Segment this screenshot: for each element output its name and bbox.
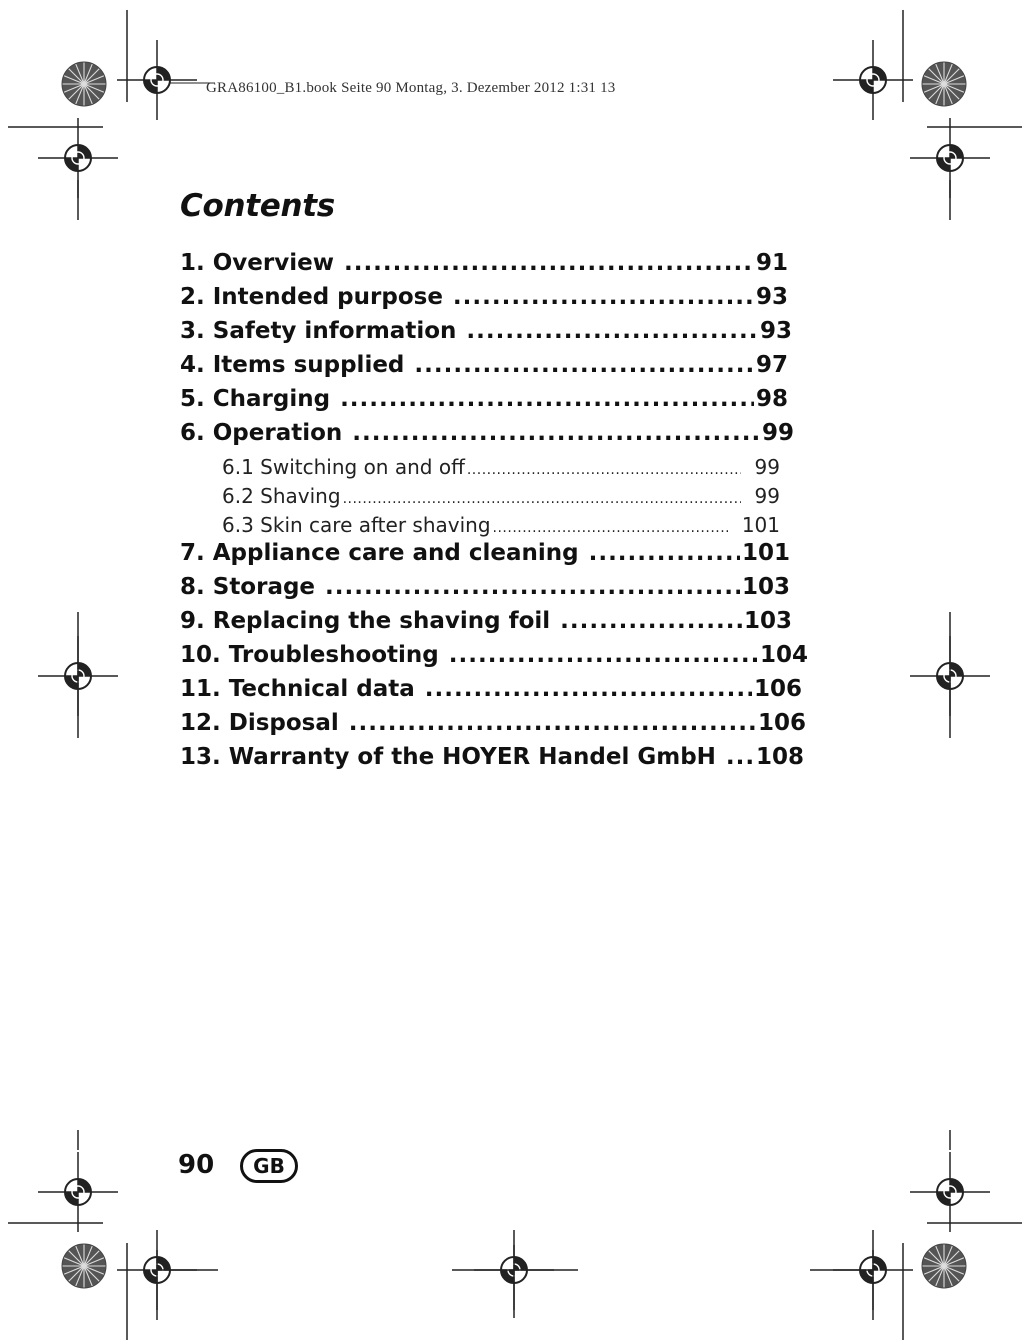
page-title: Contents xyxy=(180,188,335,224)
toc-entry-page: 99 xyxy=(754,484,780,508)
toc-entry-label: 1. Overview xyxy=(180,250,334,276)
dot-leader xyxy=(414,352,754,378)
toc-entry xyxy=(180,744,804,770)
toc-entry xyxy=(180,676,802,702)
toc-entry xyxy=(180,710,806,736)
toc-entry-label: 10. Troubleshooting xyxy=(180,642,439,668)
toc-subentry xyxy=(222,513,780,537)
toc-entry xyxy=(180,250,788,276)
toc-entry-label: 2. Intended purpose xyxy=(180,284,443,310)
toc-entry xyxy=(180,642,808,668)
toc-entry xyxy=(180,386,788,412)
toc-entry-page: 103 xyxy=(741,574,790,600)
dot-leader xyxy=(467,462,741,478)
toc-entry-label: 13. Warranty of the HOYER Handel GmbH xyxy=(180,744,716,770)
toc-entry-page: 103 xyxy=(743,608,792,634)
toc-entry-label: 6.2 Shaving xyxy=(222,484,341,508)
toc-entry xyxy=(180,540,790,566)
toc-entry-page: 106 xyxy=(757,710,806,736)
dot-leader xyxy=(560,608,742,634)
dot-leader xyxy=(352,420,760,446)
toc-entry-page: 101 xyxy=(741,513,780,537)
toc-entry-page: 91 xyxy=(755,250,788,276)
dot-leader xyxy=(449,642,758,668)
dot-leader xyxy=(344,250,754,276)
toc-entry-page: 101 xyxy=(741,540,790,566)
toc-entry-page: 99 xyxy=(754,455,780,479)
page-number: 90 xyxy=(178,1150,215,1180)
toc-entry-label: 8. Storage xyxy=(180,574,316,600)
toc-entry xyxy=(180,574,790,600)
language-badge: GB xyxy=(240,1149,298,1183)
toc-entry-label: 4. Items supplied xyxy=(180,352,405,378)
toc-entry-label: 12. Disposal xyxy=(180,710,339,736)
toc-entry xyxy=(180,318,792,344)
toc-entry-label: 5. Charging xyxy=(180,386,331,412)
toc-entry-label: 7. Appliance care and cleaning xyxy=(180,540,579,566)
toc-entry-label: 9. Replacing the shaving foil xyxy=(180,608,551,634)
toc-entry-label: 11. Technical data xyxy=(180,676,415,702)
toc-subentry xyxy=(222,484,780,508)
toc-entry-label: 6. Operation xyxy=(180,420,343,446)
toc-entry-page: 93 xyxy=(755,284,788,310)
dot-leader xyxy=(340,386,754,412)
toc-entry-label: 3. Safety information xyxy=(180,318,457,344)
dot-leader xyxy=(726,744,754,770)
toc-entry-page: 108 xyxy=(755,744,804,770)
toc-subentry xyxy=(222,455,780,479)
dot-leader xyxy=(325,574,740,600)
toc-entry-page: 93 xyxy=(759,318,792,344)
toc-entry-page: 97 xyxy=(755,352,788,378)
toc-entry-page: 98 xyxy=(755,386,788,412)
dot-leader xyxy=(466,318,758,344)
toc-entry-label: 6.3 Skin care after shaving xyxy=(222,513,491,537)
dot-leader xyxy=(343,491,741,507)
toc-entry xyxy=(180,284,788,310)
toc-entry-page: 106 xyxy=(753,676,802,702)
toc-entry xyxy=(180,352,788,378)
dot-leader xyxy=(453,284,754,310)
toc-entry-label: 6.1 Switching on and off xyxy=(222,455,465,479)
toc-entry xyxy=(180,608,792,634)
dot-leader xyxy=(589,540,740,566)
dot-leader xyxy=(349,710,756,736)
dot-leader xyxy=(493,520,728,536)
toc-entry xyxy=(180,420,794,446)
toc-entry-page: 99 xyxy=(761,420,794,446)
dot-leader xyxy=(425,676,752,702)
print-file-info: GRA86100_B1.book Seite 90 Montag, 3. Dezember 2012 1:31 13 xyxy=(206,80,616,96)
toc-entry-page: 104 xyxy=(759,642,808,668)
